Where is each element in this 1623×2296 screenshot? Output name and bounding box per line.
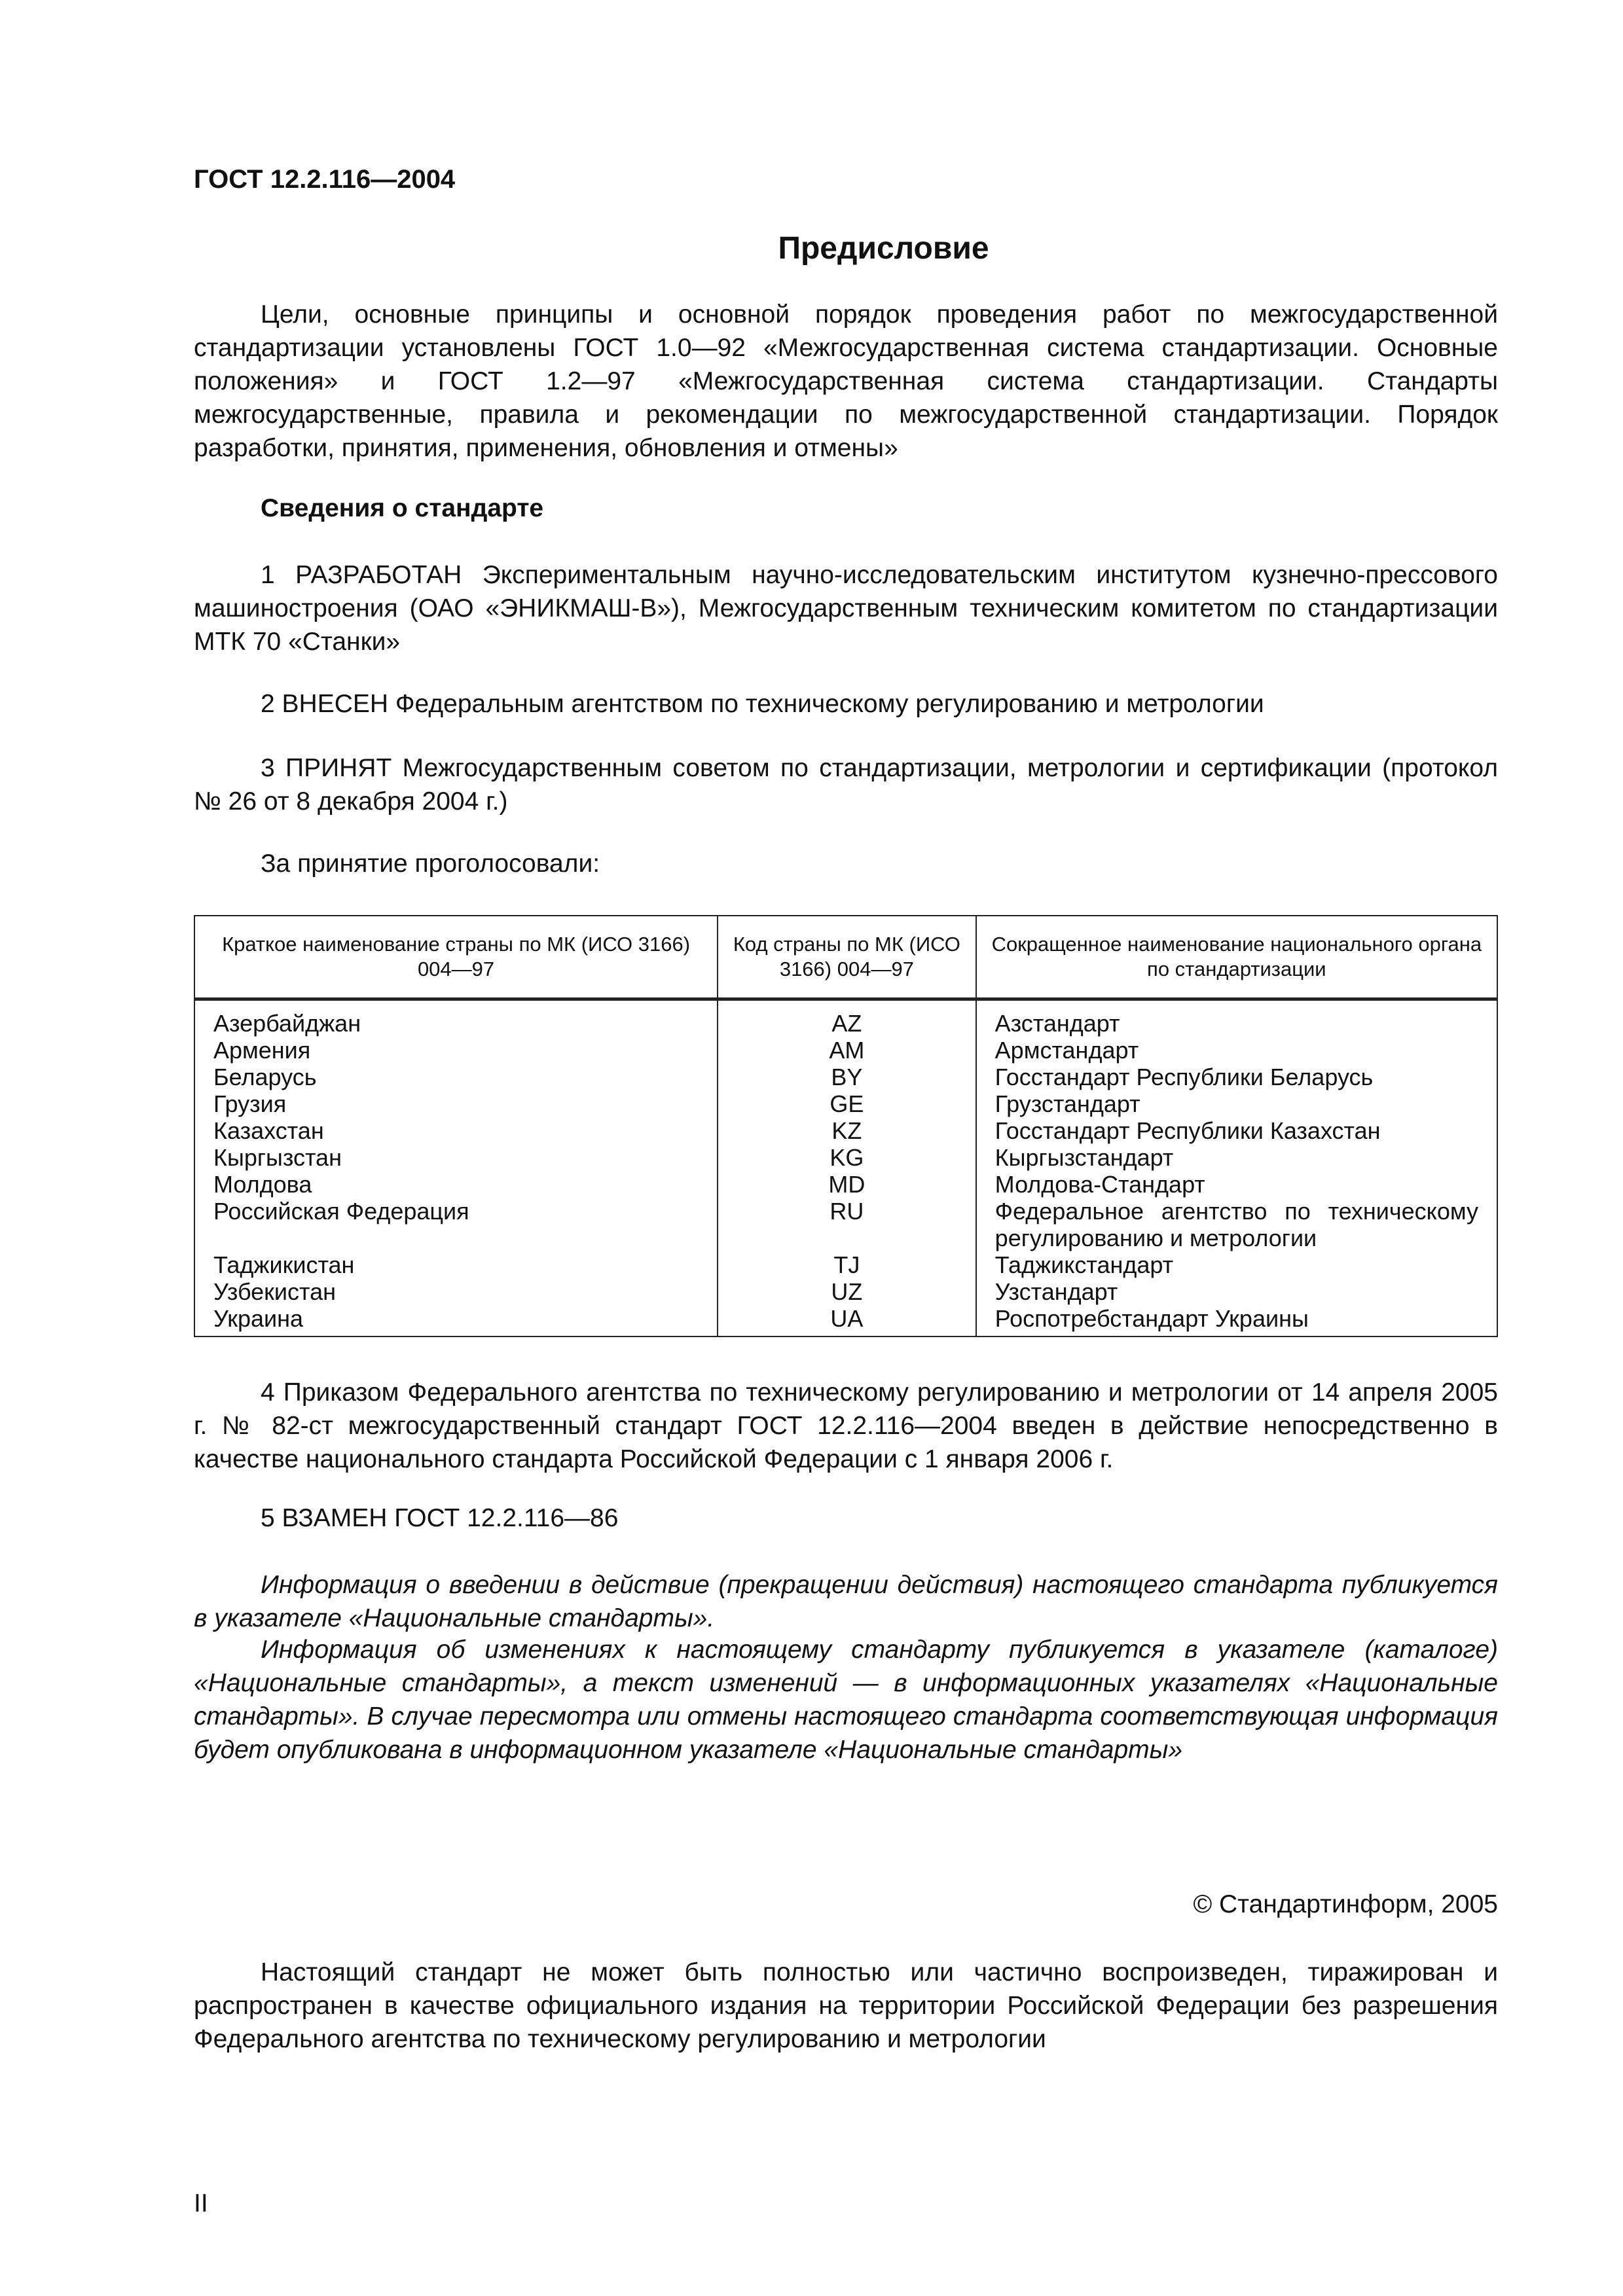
country-cell: Азербайджан (194, 999, 718, 1037)
org-cell: Узстандарт (976, 1278, 1497, 1305)
document-code: ГОСТ 12.2.116—2004 (194, 165, 456, 194)
country-cell: Беларусь (194, 1064, 718, 1090)
note-publication-info: Информация о введении в действие (прекращении действия) настоящего стандарта публикуется в указателе «Национальные стандарты». (194, 1571, 1498, 1632)
org-cell: Госстандарт Республики Беларусь (976, 1064, 1497, 1090)
note-changes-info: Информация об изменениях к настоящему стандарту публикуется в указателе (каталоге) «Национальные стандарты», а текст изменений — в информационных указателях «Национальные стандарты». В случае пересмотра или отмены настоящего стандарта соответствующая информация будет опубликована в информационном указателе «Национальные стандарты» (194, 1636, 1498, 1764)
item-3-adopted: 3 ПРИНЯТ Межгосударственным советом по стандартизации, метрологии и сертификации (протокол № 26 от 8 декабря 2004 г.) (194, 754, 1498, 816)
table-row (194, 1117, 1497, 1144)
country-cell: Казахстан (194, 1117, 718, 1144)
table-row (194, 1251, 1497, 1278)
country-cell: Узбекистан (194, 1278, 718, 1305)
table-row (194, 1144, 1497, 1171)
org-cell: Азстандарт (976, 999, 1497, 1037)
table-row (194, 1198, 1497, 1251)
country-cell: Кыргызстан (194, 1144, 718, 1171)
item-1-developed: 1 РАЗРАБОТАН Экспериментальным научно-исследовательским институтом кузнечно-прессового машиностроения (ОАО «ЭНИКМАШ-В»), Межгосударственным техническим комитетом по стандартизации МТК 70 «Станки» (194, 561, 1498, 656)
rights-notice: Настоящий стандарт не может быть полностью или частично воспроизведен, тиражирован и распространен в качестве официального издания на территории Российской Федерации без разрешения Федерального агентства по техническому регулированию и метрологии (194, 1958, 1498, 2053)
table-row (194, 1064, 1497, 1090)
org-cell: Таджикстандарт (976, 1251, 1497, 1278)
code-cell: TJ (718, 1251, 976, 1278)
code-cell: UZ (718, 1278, 976, 1305)
country-cell: Грузия (194, 1090, 718, 1117)
header-country: Краткое наименование страны по МК (ИСО 3166) 004—97 (194, 916, 718, 999)
org-cell: Армстандарт (976, 1037, 1497, 1064)
table-row (194, 999, 1497, 1037)
org-cell: Кыргызстандарт (976, 1144, 1497, 1171)
item-4-order: 4 Приказом Федерального агентства по техническому регулированию и метрологии от 14 апреля 2005 г. № 82-ст межгосударственный стандарт ГОСТ 12.2.116—2004 введен в действие непосредственно в качестве национального стандарта Российской Федерации с 1 января 2006 г. (194, 1378, 1498, 1473)
header-code: Код страны по МК (ИСО 3166) 004—97 (718, 916, 976, 999)
country-cell: Украина (194, 1305, 718, 1336)
voting-countries-table (194, 915, 1498, 1337)
country-cell: Таджикистан (194, 1251, 718, 1278)
table-row (194, 1305, 1497, 1336)
copyright-line: © Стандартинформ, 2005 (1193, 1890, 1498, 1918)
item-2-introduced: 2 ВНЕСЕН Федеральным агентством по техническому регулированию и метрологии (261, 690, 1264, 718)
org-cell: Роспотребстандарт Украины (976, 1305, 1497, 1336)
org-cell: Федеральное агентство по техническому регулированию и метрологии (976, 1198, 1497, 1251)
code-cell: AM (718, 1037, 976, 1064)
org-cell: Молдова-Стандарт (976, 1171, 1497, 1198)
table-row (194, 1037, 1497, 1064)
org-cell: Госстандарт Республики Казахстан (976, 1117, 1497, 1144)
item-5-replaces: 5 ВЗАМЕН ГОСТ 12.2.116—86 (261, 1504, 619, 1532)
table-row (194, 1278, 1497, 1305)
code-cell: KZ (718, 1117, 976, 1144)
org-cell: Грузстандарт (976, 1090, 1497, 1117)
code-cell: AZ (718, 999, 976, 1037)
country-cell: Молдова (194, 1171, 718, 1198)
page-title: Предисловие (778, 231, 989, 266)
header-org: Сокращенное наименование национального органа по стандартизации (976, 916, 1497, 999)
code-cell: RU (718, 1198, 976, 1251)
code-cell: KG (718, 1144, 976, 1171)
table-header-row (194, 916, 1497, 999)
info-heading: Сведения о стандарте (261, 494, 544, 522)
country-cell: Армения (194, 1037, 718, 1064)
page-number: II (194, 2189, 208, 2217)
vote-label: За принятие проголосовали: (261, 850, 600, 878)
table-row (194, 1171, 1497, 1198)
code-cell: UA (718, 1305, 976, 1336)
country-cell: Российская Федерация (194, 1198, 718, 1251)
code-cell: BY (718, 1064, 976, 1090)
code-cell: MD (718, 1171, 976, 1198)
intro-paragraph: Цели, основные принципы и основной порядок проведения работ по межгосударственной стандартизации установлены ГОСТ 1.0—92 «Межгосударственная система стандартизации. Основные положения» и ГОСТ 1.2—97 «Межгосударственная система стандартизации. Стандарты межгосударственные, правила и рекомендации по межгосударственной стандартизации. Порядок разработки, принятия, применения, обновления и отмены» (194, 300, 1498, 462)
table-row (194, 1090, 1497, 1117)
code-cell: GE (718, 1090, 976, 1117)
